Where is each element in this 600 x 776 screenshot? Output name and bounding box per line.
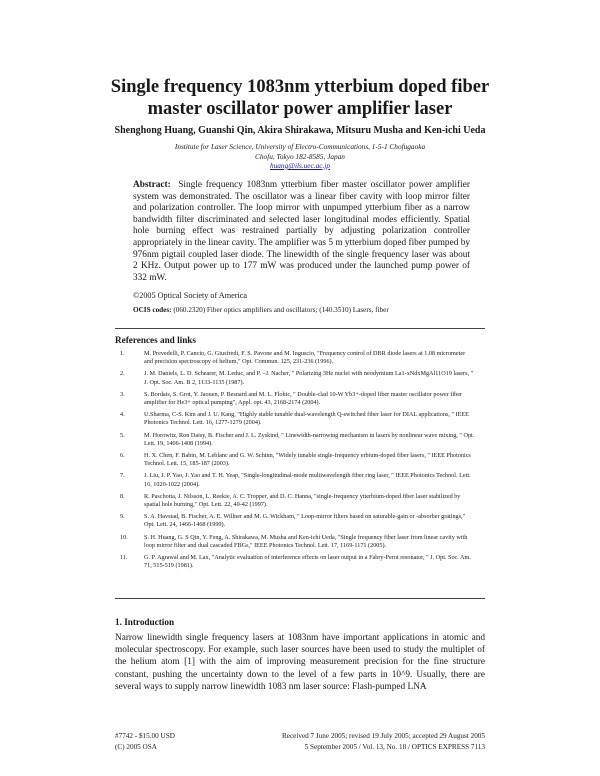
section-heading: 1. Introduction <box>115 617 175 627</box>
ocis-codes <box>133 306 473 314</box>
footer-right <box>250 731 485 753</box>
reference-item: 4. U.Sharma, C-S. Kim and J. U. Kang, "Highly stable tunable dual-wavelength Q-switched fiber laser for DIAL applications, " IEEE Photonics Technol. Lett. 16, 1277-1279 (2004). <box>120 411 469 427</box>
references-heading: References and links <box>115 335 196 345</box>
title-line-2: master oscillator power amplifier laser <box>147 99 453 119</box>
reference-item: 7. J. Liu, J. P. Yao, J. Yao and T. H. Yeap, "Single-longitudinal-mode multiwavelength fiber ring laser, " IEEE Photonics Technol. Lett. 16, 1020-1022 (2004). <box>120 472 471 488</box>
reference-item: 9. S. A. Havstad, B. Fischer, A. E. Willner and M. G. Wickham, " Loop-mirror filters based on saturable-gain or -absorber gratings," Opt. Lett. 24, 1466-1468 (1999). <box>120 513 466 529</box>
ocis-label: OCIS codes: <box>133 306 172 314</box>
footer-price: #7742 - $15.00 USD <box>115 732 175 740</box>
affiliation-line-2: Chofu, Tokyo 182-8585, Japan <box>255 151 345 161</box>
reference-item: 10. S. H. Huang, G. S Qin, Y. Feng, A. Shirakawa, M. Musha and Ken-ichi Ueda, "Single frequency fiber laser from linear cavity with loop mirror filter and dual cascaded FBGs," IEEE Photonics Technol. Lett. 17, 1169-1171 (2005). <box>120 533 468 549</box>
divider-top <box>115 328 485 329</box>
footer-dates: Received 7 June 2005; revised 19 July 2005; accepted 29 August 2005 <box>281 732 485 740</box>
reference-list <box>120 350 475 574</box>
title-line-1: Single frequency 1083nm ytterbium doped fiber <box>110 77 490 97</box>
footer-copyright: (C) 2005 OSA <box>115 743 157 751</box>
affiliation-line-1: Institute for Laser Science, University of Electro-Communications, 1-5-1 Chofugaoka <box>174 142 426 151</box>
footer-journal: 5 September 2005 / Vol. 13, No. 18 / OPTICS EXPRESS 7113 <box>304 743 485 751</box>
ocis-text: (060.2320) Fiber optics amplifiers and oscillators; (140.3510) Lasers, fiber <box>173 306 389 314</box>
abstract-text: Single frequency 1083nm ytterbium fiber master oscillator power amplifier system was demonstrated. The oscillator was a linear fiber cavity with loop mirror filter and polarization controller. The loop mirror with unpumped ytterbium fiber as a narrow bandwidth filter discriminated and selected laser longitudinal modes efficiently. Spatial hole burning effect was restrained partially by adjusting polarization controller appropriately in the linear cavity. The amplifier was 5 m ytterbium doped fiber pumped by 976nm pigtail coupled laser diode. The linewidth of the single frequency laser was about 2 KHz. Output power up to 177 mW was produced under the launched pump power of 332 mW. <box>133 180 471 283</box>
reference-item: 8. R. Paschotta, J. Nilsson, L. Reekie, A. C. Tropper, and D. C. Hanna, "single-frequency ytterbium-doped fiber laser stabilized by spatial hole burning," Opt. Lett. 22, 40-42 (1997). <box>120 492 461 509</box>
reference-item: 2. J. M. Daniels, L. D. Schearer, M. Leduc, and P. –J. Nacher, " Polarizing 3He nuclei with neodymium La1-xNdxMgAl11O19 lasers, " J. Opt. Soc. Am. B 2, 1133-1135 (1987). <box>120 370 474 386</box>
reference-item: 5. M. Horowitz, Ron Daisy, B. Fischer and J. L. Zyskind, " Linewidth-narrowing mechanism in lasers by nonlinear wave mixing, " Opt. Lett. 19, 1406-1408 (1994). <box>120 431 475 447</box>
email-link[interactable]: huang@ils.uec.ac.jp <box>269 161 330 170</box>
abstract-label: Abstract: <box>133 180 171 190</box>
paper-title <box>60 76 540 120</box>
reference-item: 11. G. P. Agrawal and M. Lax, "Analytic evaluation of interference effects on laser output in a Fabry-Perot resonator, " J. Opt. Soc. Am. 71, 515-519 (1981). <box>120 554 471 570</box>
intro-paragraph: Narrow linewidth single frequency lasers at 1083nm have important applications in atomic and molecular spectroscopy. For example, such laser sources have been used to study the multiplet of the helium atom [1] with the aim of improving measurement precision for the fine structure constant, pushing the uncertainty down to the level of a few parts in 10^9. Usually, there are several ways to supply narrow linewidth 1083 nm laser source: Flash-pumped LNA <box>115 633 485 692</box>
author-list: Shenghong Huang, Guanshi Qin, Akira Shirakawa, Mitsuru Musha and Ken-ichi Ueda <box>114 125 486 136</box>
abstract <box>133 180 470 284</box>
affiliation <box>150 142 450 171</box>
reference-item: 3. S. Bordais, S. Grot, Y. Jaouen, P. Besnard and M. L. Flohic, " Double-clad 10-W Yb3+-doped fiber master oscillator power fiber amplifier for He3+ optical pumping", Appl. opt. 43, 2168-2174 (2004). <box>120 390 463 407</box>
copyright-notice: ©2005 Optical Society of America <box>133 291 247 300</box>
reference-item: 6. H. X. Chen, F. Babin, M. Leblanc and G. W. Schinn, "Widely tunable single-frequency erbium-doped fiber lasers, " IEEE Photonics Technol. Lett. 15, 185-187 (2003). <box>120 452 471 468</box>
footer-left <box>115 731 175 753</box>
divider-bottom <box>115 598 485 599</box>
reference-item: 1. M. Prevedelli, P. Cancio, G. Giusfredi, F. S. Pavone and M. Inguscio, "Frequency control of DBR diode lasers at 1.08 micrometer and precision spectroscopy of helium," Opt. Commun. 125, 231-236 (1996). <box>120 350 466 366</box>
